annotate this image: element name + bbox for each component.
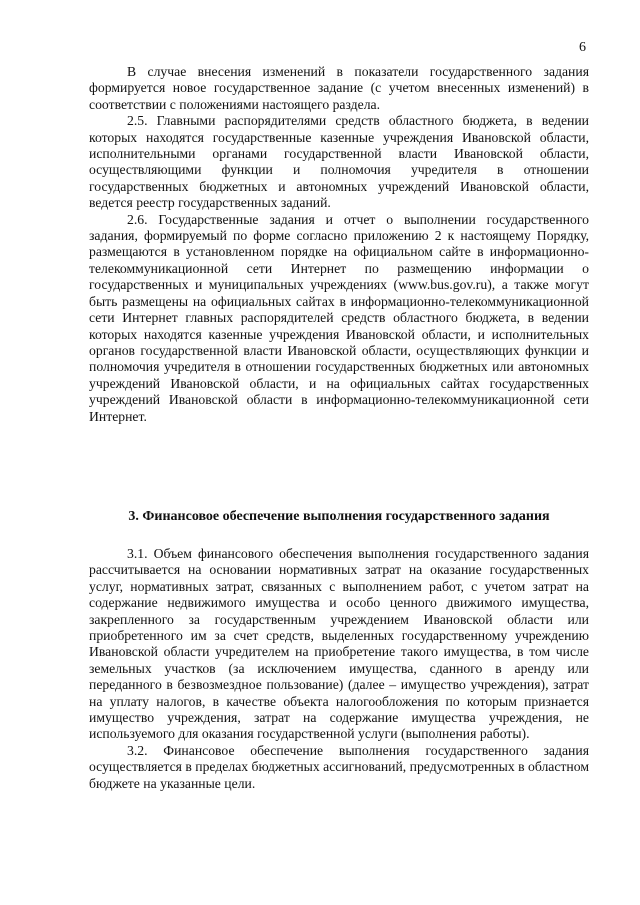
section-3-text — [89, 546, 589, 792]
paragraph-changes: В случае внесения изменений в показатели государственного задания формируется новое государственное задание (с учетом внесенных изменений) в соответствии с положениями настоящего раздела. — [89, 64, 589, 112]
paragraph-3-2: 3.2. Финансовое обеспечение выполнения государственного задания осуществляется в пределах бюджетных ассигнований, предусмотренных в областном бюджете на указанные цели. — [89, 742, 589, 791]
page-number: 6 — [579, 40, 586, 55]
section-3-heading: 3. Финансовое обеспечение выполнения государственного задания — [128, 509, 550, 524]
paragraph-2-5: 2.5. Главными распорядителями средств областного бюджета, в ведении которых находятся государственные казенные учреждения Ивановской области, исполнительными органами государственной власти Ивановской области, осуществляющими функции и полномочия учредителя в отношении государственных бюджетных и автономных учреждений Ивановской области, ведется реестр государственных заданий. — [89, 113, 589, 211]
paragraph-2-6: 2.6. Государственные задания и отчет о выполнении государственного задания, формируемый по форме согласно приложению 2 к настоящему Порядку, размещаются в установленном порядке на официальном сайте в информационно-телекоммуникационной сети Интернет по размещению информации о государственных и муниципальных учреждениях (www.bus.gov.ru), а также могут быть размещены на официальных сайтах в информационно-телекоммуникационной сети Интернет главных распорядителей средств областного бюджета, в ведении которых находятся казенные учреждения Ивановской области, и исполнительных органов государственной власти Ивановской области, осуществляющих функции и полномочия учредителя в отношении государственных бюджетных или автономных учреждений Ивановской области, и на официальных сайтах государственных учреждений Ивановской области в информационно-телекоммуникационной сети Интернет. — [89, 211, 589, 424]
paragraph-3-1: 3.1. Объем финансового обеспечения выполнения государственного задания рассчитывается на основании нормативных затрат на оказание государственных услуг, нормативных затрат, связанных с выполнением работ, с учетом затрат на содержание недвижимого имущества и особо ценного движимого имущества, закрепленного за государственным учреждением Ивановской области или приобретенного им за счет средств, выделенных государственному учреждению Ивановской области учредителем на приобретение такого имущества, в том числе земельных участков (за исключением имущества, сданного в аренду или переданного в безвозмездное пользование) (далее – имущество учреждения), затрат на уплату налогов, в качестве объекта налогообложения по которым признается имущество учреждения, затрат на содержание имущества учреждения, не используемого для оказания государственной услуги (выполнения работы). — [89, 546, 589, 742]
section-2-text — [89, 64, 589, 425]
